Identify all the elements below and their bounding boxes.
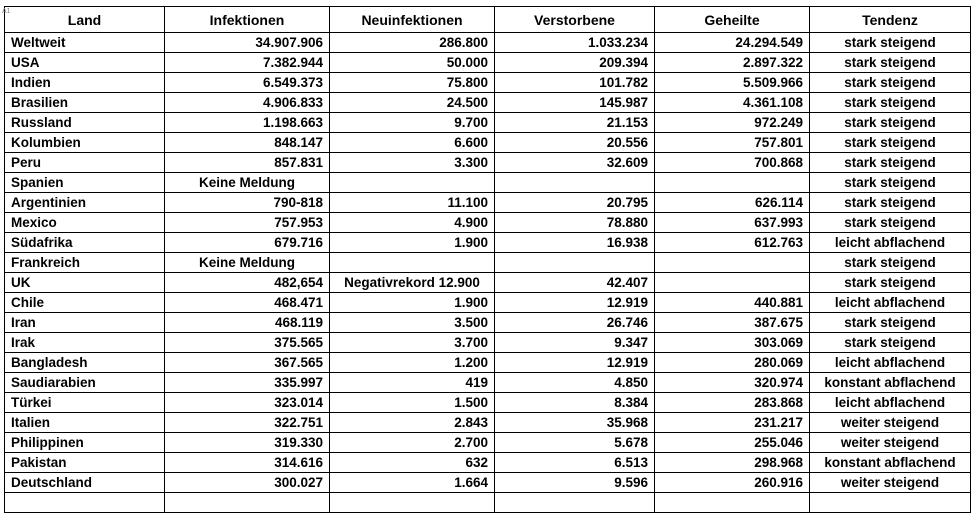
cell-neuinfektionen (330, 493, 495, 513)
cell-tendenz: stark steigend (810, 73, 971, 93)
cell-neuinfektionen: 2.700 (330, 433, 495, 453)
cell-tendenz: stark steigend (810, 173, 971, 193)
cell-neuinfektionen: 4.900 (330, 213, 495, 233)
table-row (5, 153, 971, 173)
cell-neuinfektionen: 6.600 (330, 133, 495, 153)
cell-infektionen: 848.147 (165, 133, 330, 153)
cell-verstorbene: 42.407 (495, 273, 655, 293)
cell-land: Argentinien (5, 193, 165, 213)
table-row (5, 173, 971, 193)
cell-tendenz: stark steigend (810, 273, 971, 293)
table-row (5, 193, 971, 213)
cell-infektionen: 319.330 (165, 433, 330, 453)
cell-geheilte (655, 273, 810, 293)
cell-neuinfektionen: 419 (330, 373, 495, 393)
cell-land: Saudiarabien (5, 373, 165, 393)
cell-infektionen: Keine Meldung (165, 253, 330, 273)
cell-verstorbene: 26.746 (495, 313, 655, 333)
cell-geheilte: 231.217 (655, 413, 810, 433)
cell-verstorbene: 1.033.234 (495, 33, 655, 53)
table-row (5, 313, 971, 333)
cell-neuinfektionen (330, 253, 495, 273)
cell-land: Kolumbien (5, 133, 165, 153)
cell-land: Spanien (5, 173, 165, 193)
cell-verstorbene: 4.850 (495, 373, 655, 393)
table-row (5, 453, 971, 473)
cell-geheilte: 320.974 (655, 373, 810, 393)
cell-land: Italien (5, 413, 165, 433)
cell-infektionen (165, 493, 330, 513)
cell-verstorbene: 21.153 (495, 113, 655, 133)
cell-land: Indien (5, 73, 165, 93)
cell-verstorbene: 20.556 (495, 133, 655, 153)
column-header-tendenz: Tendenz (810, 7, 971, 33)
cell-infektionen: 4.906.833 (165, 93, 330, 113)
cell-geheilte: 255.046 (655, 433, 810, 453)
cell-geheilte: 298.968 (655, 453, 810, 473)
cell-tendenz: weiter steigend (810, 413, 971, 433)
cell-infektionen: 857.831 (165, 153, 330, 173)
table-row (5, 53, 971, 73)
cell-infektionen: 34.907.906 (165, 33, 330, 53)
table-row (5, 393, 971, 413)
table-row (5, 333, 971, 353)
table-row (5, 93, 971, 113)
cell-verstorbene: 9.596 (495, 473, 655, 493)
cell-land: Chile (5, 293, 165, 313)
cell-land: Russland (5, 113, 165, 133)
table-row (5, 413, 971, 433)
cell-geheilte: 4.361.108 (655, 93, 810, 113)
cell-tendenz (810, 493, 971, 513)
cell-infektionen: 757.953 (165, 213, 330, 233)
cell-neuinfektionen: 50.000 (330, 53, 495, 73)
cell-geheilte (655, 173, 810, 193)
cell-geheilte: 2.897.322 (655, 53, 810, 73)
column-header-geheilte: Geheilte (655, 7, 810, 33)
cell-land: Bangladesh (5, 353, 165, 373)
cell-land: Mexico (5, 213, 165, 233)
cell-infektionen: 468.471 (165, 293, 330, 313)
table-row (5, 73, 971, 93)
cell-verstorbene: 12.919 (495, 353, 655, 373)
table-row (5, 213, 971, 233)
cell-neuinfektionen: 11.100 (330, 193, 495, 213)
cell-geheilte (655, 253, 810, 273)
cell-neuinfektionen: 3.700 (330, 333, 495, 353)
cell-infektionen: 790-818 (165, 193, 330, 213)
table-row (5, 233, 971, 253)
cell-neuinfektionen: 3.500 (330, 313, 495, 333)
cell-land: Südafrika (5, 233, 165, 253)
cell-infektionen: 322.751 (165, 413, 330, 433)
cell-tendenz: stark steigend (810, 153, 971, 173)
cell-geheilte: 612.763 (655, 233, 810, 253)
cell-land: Pakistan (5, 453, 165, 473)
cell-tendenz: stark steigend (810, 33, 971, 53)
cell-geheilte: 757.801 (655, 133, 810, 153)
cell-tendenz: leicht abflachend (810, 233, 971, 253)
cell-tendenz: stark steigend (810, 113, 971, 133)
cell-infektionen: 468.119 (165, 313, 330, 333)
cell-tendenz: leicht abflachend (810, 353, 971, 373)
cell-geheilte: 280.069 (655, 353, 810, 373)
cell-verstorbene: 209.394 (495, 53, 655, 73)
cell-verstorbene (495, 253, 655, 273)
cell-infektionen: 7.382.944 (165, 53, 330, 73)
table-row (5, 273, 971, 293)
column-header-verstorbene: Verstorbene (495, 7, 655, 33)
cell-land: Iran (5, 313, 165, 333)
cell-verstorbene: 145.987 (495, 93, 655, 113)
cell-verstorbene: 5.678 (495, 433, 655, 453)
cell-infektionen: 6.549.373 (165, 73, 330, 93)
cell-tendenz: leicht abflachend (810, 393, 971, 413)
cell-infektionen: 367.565 (165, 353, 330, 373)
cell-verstorbene: 20.795 (495, 193, 655, 213)
cell-infektionen: 300.027 (165, 473, 330, 493)
cell-verstorbene: 8.384 (495, 393, 655, 413)
cell-verstorbene: 12.919 (495, 293, 655, 313)
cell-tendenz: weiter steigend (810, 473, 971, 493)
table-row (5, 473, 971, 493)
cell-geheilte: 972.249 (655, 113, 810, 133)
table-row (5, 293, 971, 313)
cell-infektionen: 679.716 (165, 233, 330, 253)
cell-geheilte: 626.114 (655, 193, 810, 213)
cell-tendenz: stark steigend (810, 253, 971, 273)
cell-tendenz: stark steigend (810, 53, 971, 73)
cell-tendenz: stark steigend (810, 313, 971, 333)
cell-land: Peru (5, 153, 165, 173)
cell-verstorbene: 101.782 (495, 73, 655, 93)
cell-tendenz: weiter steigend (810, 433, 971, 453)
cell-neuinfektionen: 24.500 (330, 93, 495, 113)
cell-neuinfektionen: 1.200 (330, 353, 495, 373)
column-header-infektionen: Infektionen (165, 7, 330, 33)
cell-neuinfektionen: 1.900 (330, 293, 495, 313)
table-row (5, 133, 971, 153)
cell-neuinfektionen: 632 (330, 453, 495, 473)
cell-neuinfektionen: 286.800 (330, 33, 495, 53)
cell-geheilte: 5.509.966 (655, 73, 810, 93)
cell-land: USA (5, 53, 165, 73)
cell-geheilte: 440.881 (655, 293, 810, 313)
cell-land: Frankreich (5, 253, 165, 273)
table-body (5, 33, 971, 513)
cell-verstorbene (495, 493, 655, 513)
cell-geheilte: 387.675 (655, 313, 810, 333)
cell-geheilte: 303.069 (655, 333, 810, 353)
cell-neuinfektionen: 9.700 (330, 113, 495, 133)
cell-tendenz: konstant abflachend (810, 373, 971, 393)
table-row (5, 373, 971, 393)
cell-geheilte: 260.916 (655, 473, 810, 493)
cell-infektionen: 323.014 (165, 393, 330, 413)
cell-land: Weltweit (5, 33, 165, 53)
cell-tendenz: leicht abflachend (810, 293, 971, 313)
column-header-neuinfektionen: Neuinfektionen (330, 7, 495, 33)
table-row (5, 253, 971, 273)
cell-neuinfektionen: 3.300 (330, 153, 495, 173)
cell-verstorbene: 16.938 (495, 233, 655, 253)
table-row (5, 433, 971, 453)
cell-infektionen: 314.616 (165, 453, 330, 473)
table-row (5, 113, 971, 133)
cell-verstorbene: 6.513 (495, 453, 655, 473)
cell-land: Philippinen (5, 433, 165, 453)
cell-reference-mark: A1 (2, 8, 11, 15)
column-header-land: Land (5, 7, 165, 33)
cell-infektionen: Keine Meldung (165, 173, 330, 193)
cell-land: Türkei (5, 393, 165, 413)
cell-neuinfektionen: 75.800 (330, 73, 495, 93)
cell-land: Deutschland (5, 473, 165, 493)
table-row (5, 493, 971, 513)
cell-neuinfektionen (330, 173, 495, 193)
cell-neuinfektionen: 1.500 (330, 393, 495, 413)
header-row (5, 7, 971, 33)
cell-infektionen: 375.565 (165, 333, 330, 353)
table-row (5, 33, 971, 53)
cell-land (5, 493, 165, 513)
table-row (5, 353, 971, 373)
cell-geheilte: 283.868 (655, 393, 810, 413)
table-header (5, 7, 971, 33)
cell-land: Brasilien (5, 93, 165, 113)
cell-tendenz: stark steigend (810, 333, 971, 353)
cell-verstorbene: 78.880 (495, 213, 655, 233)
cell-neuinfektionen: 1.664 (330, 473, 495, 493)
cell-verstorbene: 35.968 (495, 413, 655, 433)
cell-geheilte: 700.868 (655, 153, 810, 173)
spreadsheet-canvas (0, 6, 975, 515)
cell-neuinfektionen: 1.900 (330, 233, 495, 253)
cell-geheilte: 24.294.549 (655, 33, 810, 53)
cell-geheilte: 637.993 (655, 213, 810, 233)
cell-neuinfektionen: 2.843 (330, 413, 495, 433)
cell-tendenz: stark steigend (810, 93, 971, 113)
cell-infektionen: 482,654 (165, 273, 330, 293)
covid-statistics-table (4, 6, 971, 513)
cell-tendenz: stark steigend (810, 193, 971, 213)
cell-land: Irak (5, 333, 165, 353)
cell-neuinfektionen: Negativrekord 12.900 (330, 273, 495, 293)
cell-tendenz: stark steigend (810, 213, 971, 233)
cell-tendenz: stark steigend (810, 133, 971, 153)
cell-verstorbene (495, 173, 655, 193)
cell-geheilte (655, 493, 810, 513)
cell-verstorbene: 32.609 (495, 153, 655, 173)
cell-infektionen: 1.198.663 (165, 113, 330, 133)
cell-infektionen: 335.997 (165, 373, 330, 393)
cell-tendenz: konstant abflachend (810, 453, 971, 473)
cell-verstorbene: 9.347 (495, 333, 655, 353)
cell-land: UK (5, 273, 165, 293)
